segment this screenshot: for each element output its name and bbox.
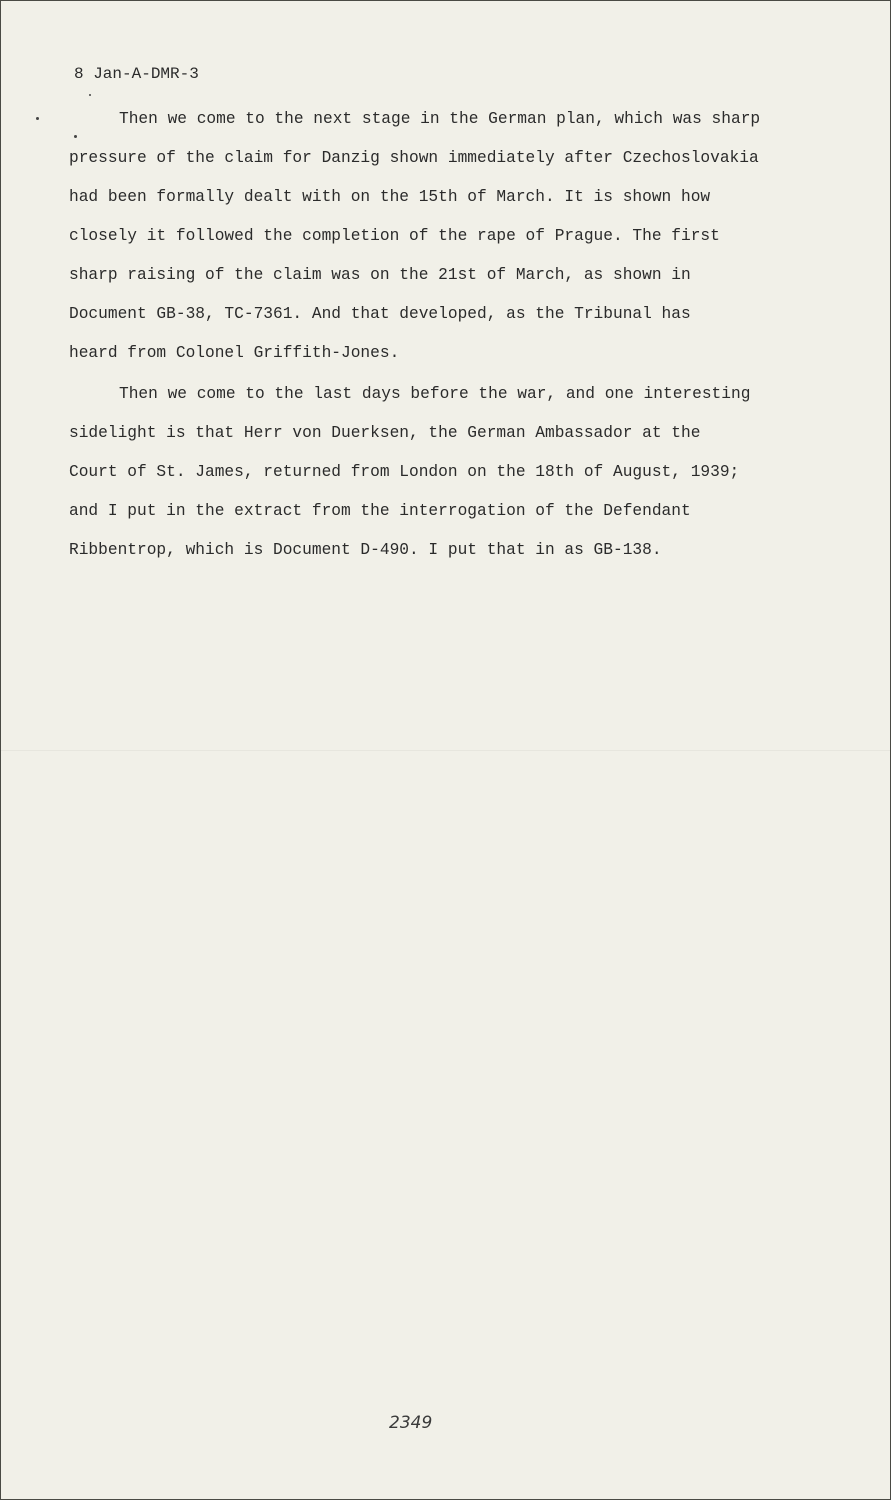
text-line: heard from Colonel Griffith-Jones. [69, 344, 400, 362]
text-line: sharp raising of the claim was on the 21st of March, as shown in [69, 266, 691, 284]
text-line: Ribbentrop, which is Document D-490. I put that in as GB-138. [69, 541, 662, 559]
text-line: Document GB-38, TC-7361. And that developed, as the Tribunal has [69, 305, 691, 323]
text-line: had been formally dealt with on the 15th of March. It is shown how [69, 188, 711, 206]
margin-dot [36, 117, 39, 120]
text-line: closely it followed the completion of the rape of Prague. The first [69, 227, 720, 245]
text-line: Then we come to the next stage in the German plan, which was sharp [119, 110, 761, 128]
text-line: pressure of the claim for Danzig shown immediately after Czechoslovakia [69, 149, 759, 167]
document-code: 8 Jan-A-DMR-3 [74, 65, 199, 83]
paper-fold [1, 750, 890, 751]
text-line: and I put in the extract from the interrogation of the Defendant [69, 502, 691, 520]
text-line: Then we come to the last days before the war, and one interesting [119, 385, 751, 403]
margin-dot [89, 94, 91, 96]
paragraph-1 [69, 100, 769, 373]
page-number: 2349 [389, 1413, 433, 1433]
text-line: sidelight is that Herr von Duerksen, the German Ambassador at the [69, 424, 701, 442]
text-line: Court of St. James, returned from London on the 18th of August, 1939; [69, 463, 740, 481]
paragraph-2 [69, 375, 769, 570]
